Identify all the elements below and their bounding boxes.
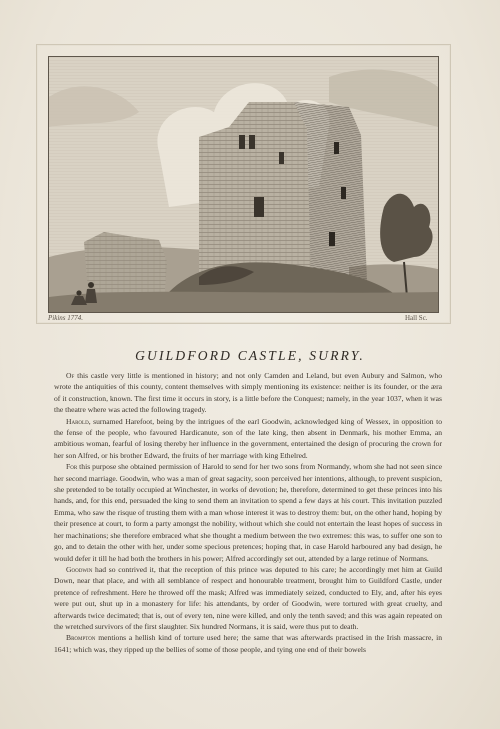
paragraph xyxy=(54,564,442,632)
paragraph-lead: Of xyxy=(66,371,75,380)
paragraph xyxy=(54,461,442,564)
paragraph-text: surnamed Harefoot, being by the intrigues of the earl Goodwin, acknowledged king of Wessex, in opposition to the fense of the people, who favoured Hardicanute, son of the late king, then absent in Denmark, his mother Emma, an ambitious woman, fearful of losing thereby her influence in the government, entertained the design of procuring the crown for her son Alfred, or his brother Edward, the fruits of her marriage with king Ethelred. xyxy=(54,416,442,460)
paragraph-text: this purpose she obtained permission of Harold to send for her two sons from Normandy, whom she had not seen since her second marriage. Goodwin, who was a man of great sagacity, soon perceived her intentions, although, to prevent suspicion, she pretended to be totally occupied at Winchester, in works of devotion; he, therefore, determined to get these princes into his hands, and, for this end, persuaded the king to send them an invitation to spend a few days at his court. This invitation puzzled Emma, who saw the risque of trusting them with a man whose interest it was to destroy them: but, on the other hand, hoping by their presence at court, to form a party amongst the nobility, without which she could not entertain the least hopes of success in her machinations; she therefore embraced what she thought a medium between the two extremes: this was, to suffer one son to go, and to detain the other with her, under some specious pretences; hoping that, in case Harold harboured any bad design, he would defer it till he had both the brothers in his power; Alfred accordingly set out, attended by a large retinue of Normans. xyxy=(54,462,442,563)
paragraph-text: this castle very little is mentioned in history; and not only Camden and Leland, but even Aubury and Salmon, who wrote the antiquities of this county, content themselves with simply mentioning its existence: neither is its founder, or the æra of it construction, known. The first time it occurs in story, is a little before the Conquest; namely, in the year 1037, when it was the theatre where was acted the following tragedy. xyxy=(54,371,442,415)
artist-credit: Pikins 1774. xyxy=(48,314,83,322)
paragraph xyxy=(54,370,442,416)
keep-tower xyxy=(199,102,367,287)
ruined-wall xyxy=(84,232,167,302)
paragraph xyxy=(54,632,442,655)
paragraph-text: mentions a hellish kind of torture used here; the same that was afterwards practised in the Irish massacre, in 1641; which was, they ripped up the bellies of some of those people, and tying one end of their bowels xyxy=(54,633,442,654)
paragraph-lead: For xyxy=(66,462,78,472)
paragraph-lead: Harold, xyxy=(66,416,91,426)
paragraph-lead: Goodwin xyxy=(66,564,93,574)
paragraph xyxy=(54,416,442,462)
page-title: GUILDFORD CASTLE, SURRY. xyxy=(135,348,365,363)
castle-engraving xyxy=(48,56,439,313)
engraver-credit: Hall Sc. xyxy=(405,314,428,322)
body-text xyxy=(54,370,442,655)
paragraph-lead: Brompton xyxy=(66,633,96,643)
paragraph-text: had so contrived it, that the reception of this prince was deputed to his care; he accordingly met him at Guild Down, near that place, and with all semblance of respect and honourable treatment, brought him to Guildford Castle, under pretence of refreshment. Here he throwed off the mask; Alfred was immediately seized, conducted to Ely, and, after his eyes were put out, shut up in a monastery for life: his attendants, by order of Goodwin, were tortured with great cruelty, and afterwards twice decimated; that is, out of every ten, nine were killed, and only the tenth saved; and this was again repeated on the wretched survivors of the first slaughter. Six hundred Normans, it is said, were thus put to death. xyxy=(54,564,442,631)
